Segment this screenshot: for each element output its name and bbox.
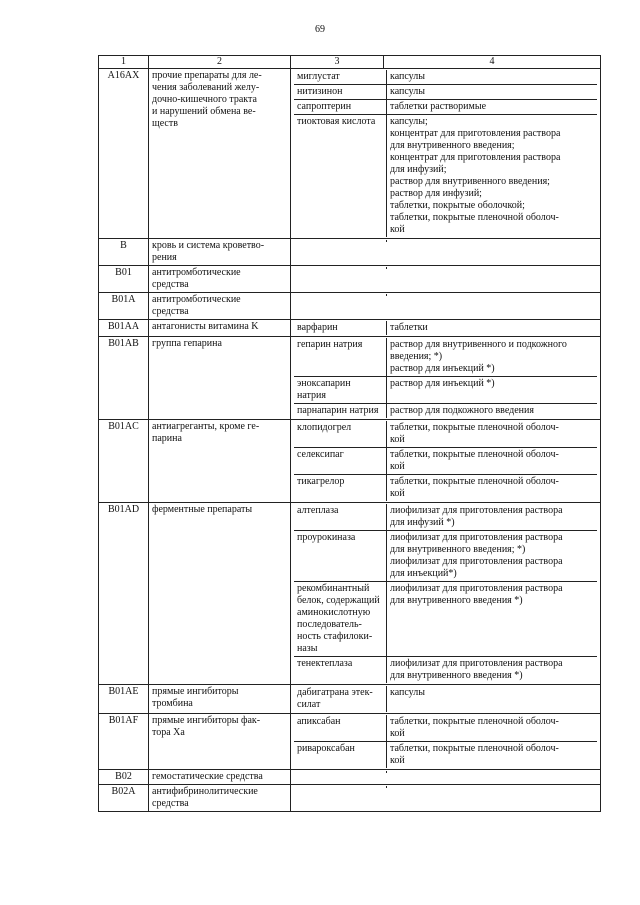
table-row [99,266,601,293]
drug-list-cell [291,785,601,812]
atc-code: B02 [99,770,149,785]
dosage-form: таблетки, покрытые пленочной оболоч- кой [390,716,559,739]
atc-code: B01AE [99,685,149,714]
dosage-form: раствор для внутривенного и подкожного введения; *) раствор для инъекций *) [390,339,567,374]
anatomical-therapeutic-group: прямые ингибиторы тромбина [149,685,291,714]
atc-code: B01 [99,266,149,293]
anatomical-therapeutic-group: группа гепарина [149,337,291,420]
drug-name: нитизинон [294,85,387,99]
table-row [99,420,601,503]
atc-code: B01AA [99,320,149,337]
drug-name [294,294,387,296]
atc-code: B [99,239,149,266]
anatomical-therapeutic-group: кровь и система кроветво- рения [149,239,291,266]
drug-entry [294,771,597,773]
drug-entry [294,686,597,712]
drug-name: дабигатрана этек- силат [294,686,387,712]
drug-name [294,240,387,242]
anatomical-therapeutic-group: прямые ингибиторы фак- тора Xa [149,714,291,770]
drug-entry [294,403,597,418]
drug-name [294,267,387,269]
dosage-form: капсулы [390,687,425,698]
table-row [99,69,601,239]
table-body [99,69,601,812]
drug-entry [294,421,597,447]
dosage-form: таблетки, покрытые пленочной оболоч- кой [390,743,559,766]
drug-entry [294,504,597,530]
table-row [99,770,601,785]
atc-code: B01AC [99,420,149,503]
drug-name: тикагрелор [294,475,387,501]
drug-name: ривароксабан [294,742,387,768]
anatomical-therapeutic-group: антитромботические средства [149,266,291,293]
drug-entry [294,70,597,84]
drug-entry [294,240,597,242]
anatomical-therapeutic-group: антифибринолитические средства [149,785,291,812]
dosage-form [387,786,597,788]
column-header-3: 3 [291,56,384,69]
column-header-2: 2 [149,56,291,69]
atc-code: B02A [99,785,149,812]
drug-name: варфарин [294,321,387,335]
drug-entry [294,786,597,788]
drug-name: тенектеплаза [294,657,387,683]
drug-entry [294,114,597,237]
drug-name [294,786,387,788]
atc-code: B01AD [99,503,149,685]
drug-entry [294,581,597,656]
dosage-form: таблетки, покрытые пленочной оболоч- кой [390,422,559,445]
drug-entry [294,321,597,335]
anatomical-therapeutic-group: прочие препараты для ле- чения заболеваний желу- дочно-кишечного тракта и нарушений обмена ве- ществ [149,69,291,239]
drug-name: клопидогрел [294,421,387,447]
drug-entry [294,84,597,99]
table-row [99,293,601,320]
drug-name: рекомбинантный белок, содержащий аминокислотную последователь- ность стафилоки- назы [294,582,387,656]
anatomical-therapeutic-group: ферментные препараты [149,503,291,685]
table-row [99,337,601,420]
drug-name: сапроптерин [294,100,387,114]
drug-name: гепарин натрия [294,338,387,376]
table-row [99,785,601,812]
table-row [99,503,601,685]
drug-name [294,771,387,773]
drug-entry [294,656,597,683]
anatomical-therapeutic-group: гемостатические средства [149,770,291,785]
dosage-form: лиофилизат для приготовления раствора для внутривенного введения; *) лиофилизат для приготовления раствора для инъекций*) [390,532,563,579]
dosage-form: таблетки растворимые [390,101,487,112]
drug-list-cell [291,503,601,685]
drug-list-cell [291,69,601,239]
page-number: 69 [315,24,325,35]
table-row [99,714,601,770]
drug-list-cell [291,239,601,266]
dosage-form: раствор для инъекций *) [390,378,495,389]
drug-name: алтеплаза [294,504,387,530]
drug-entry [294,447,597,474]
atc-code: B01AB [99,337,149,420]
dosage-form: лиофилизат для приготовления раствора для инфузий *) [390,505,563,528]
drug-list-cell [291,685,601,714]
dosage-form [387,771,597,773]
drug-list-cell [291,266,601,293]
table-row [99,685,601,714]
dosage-form: капсулы [390,71,425,82]
drug-entry [294,715,597,741]
table-row [99,320,601,337]
drug-entry [294,99,597,114]
drug-name: селексипаг [294,448,387,474]
dosage-form [387,240,597,242]
drug-name: тиоктовая кислота [294,115,387,237]
header-row [99,56,601,69]
dosage-form: раствор для подкожного введения [390,405,534,416]
dosage-form: лиофилизат для приготовления раствора для внутривенного введения *) [390,658,563,681]
drug-name: эноксапарин натрия [294,377,387,403]
atc-code: B01A [99,293,149,320]
dosage-form: таблетки [390,322,428,333]
drug-list-cell [291,293,601,320]
drug-entry [294,741,597,768]
drug-list-cell [291,420,601,503]
column-header-1: 1 [99,56,149,69]
atc-code: A16AX [99,69,149,239]
drug-name: миглустат [294,70,387,84]
anatomical-therapeutic-group: антитромботические средства [149,293,291,320]
drug-entry [294,294,597,296]
dosage-form: лиофилизат для приготовления раствора для внутривенного введения *) [390,583,563,606]
drug-entry [294,376,597,403]
column-header-4: 4 [384,56,601,69]
atc-code: B01AF [99,714,149,770]
drug-list-cell [291,714,601,770]
anatomical-therapeutic-group: антиагреганты, кроме ге- парина [149,420,291,503]
drug-list-cell [291,320,601,337]
table-row [99,239,601,266]
dosage-form: капсулы [390,86,425,97]
dosage-form: таблетки, покрытые пленочной оболоч- кой [390,476,559,499]
drug-list-cell [291,337,601,420]
dosage-form [387,294,597,296]
anatomical-therapeutic-group: антагонисты витамина K [149,320,291,337]
drug-entry [294,530,597,581]
dosage-form: таблетки, покрытые пленочной оболоч- кой [390,449,559,472]
drug-entry [294,338,597,376]
dosage-form: капсулы; концентрат для приготовления раствора для внутривенного введения; концентрат для приготовления раствора для инфузий; раствор для внутривенного введения; раствор для инфузий; таблетки, покрытые оболочкой; таблетки, покрытые пленочной оболоч- кой [390,116,561,235]
drug-name: проурокиназа [294,531,387,581]
dosage-form [387,267,597,269]
drug-name: апиксабан [294,715,387,741]
drug-name: парнапарин натрия [294,404,387,418]
drug-classification-table [98,55,601,812]
drug-entry [294,267,597,269]
drug-entry [294,474,597,501]
drug-list-cell [291,770,601,785]
